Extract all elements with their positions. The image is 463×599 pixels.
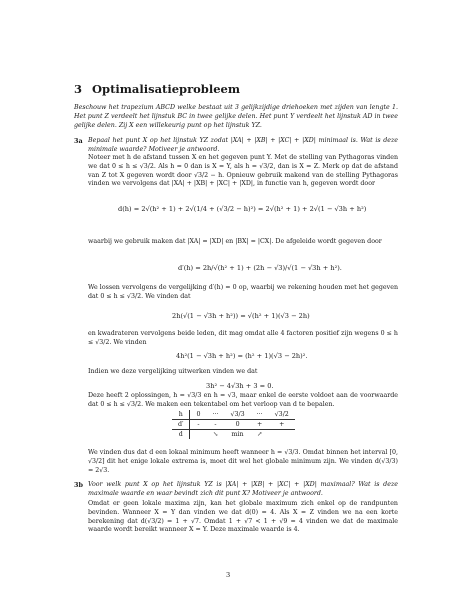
sign-table-cell bbox=[190, 430, 207, 440]
answer-3a-paragraph-5: Indien we deze vergelijking uitwerken vinden we dat bbox=[88, 368, 258, 375]
intro-paragraph: Beschouw het trapezium ABCD welke bestaat uit 3 gelijkzijdige driehoeken met zijden van lengte 1. Het punt Z verdeelt het lijnstuk BC in twee gelijke delen. Het punt Y verdeelt het lijnstuk AD in twee gelijke delen. Zij X een willekeurig punt op het lijnstuk YZ. bbox=[74, 104, 398, 129]
equation-derivative-zero: 2h(√(1 − √3h + h²)) = √(h² + 1)(√3 − 2h) bbox=[172, 312, 310, 320]
sign-table-cell: d bbox=[172, 430, 190, 440]
section-heading bbox=[74, 82, 250, 96]
sign-table-cell: d′ bbox=[172, 420, 190, 430]
equation-derivative: d′(h) = 2h/√(h² + 1) + (2h − √3)/√(1 − √3h + h²). bbox=[178, 264, 342, 272]
question-3a-label: 3a bbox=[74, 137, 83, 145]
section-title: Optimalisatieprobleem bbox=[92, 82, 241, 96]
sign-table-row-h bbox=[172, 410, 295, 420]
sign-table-cell: - bbox=[190, 420, 207, 430]
equation-squared: 4h²(1 − √3h + h²) = (h² + 1)(√3 − 2h)². bbox=[176, 352, 308, 360]
answer-3a-paragraph-2: waarbij we gebruik maken dat |XA| = |XD| en |BX| = |CX|. De afgeleide wordt gegeven door bbox=[88, 238, 382, 245]
sign-table-cell: 0 bbox=[225, 420, 251, 430]
equation-d-h: d(h) = 2√(h² + 1) + 2√(1/4 + (√3/2 − h)²) = 2√(h² + 1) + 2√(1 − √3h + h²) bbox=[118, 205, 367, 213]
answer-3a-paragraph-3: We lossen vervolgens de vergelijking d′(h) = 0 op, waarbij we rekening houden met het gegeven dat 0 ≤ h ≤ √3/2. We vinden dat bbox=[88, 284, 398, 300]
answer-3a-paragraph-1: Noteer met h de afstand tussen X en het gegeven punt Y. Met de stelling van Pythagoras vinden we dat 0 ≤ h ≤ √3/2. Als h = 0 dan is X = Y, als h = √3/2, dan is X = Z. Merk op dat de afstand van Z tot X gegeven wordt door √3/2 − h. Opnieuw gebruik makend van de stelling Pythagoras vinden we vervolgens dat |XA| + |XB| + |XC| + |XD|, in functie van h, gegeven wordt door bbox=[88, 154, 398, 188]
sign-table-row-d bbox=[172, 430, 295, 440]
question-3a-text: Bepaal het punt X op het lijnstuk YZ zodat |XA| + |XB| + |XC| + |XD| minimaal is. Wat is deze minimale waarde? Motiveer je antwoord. bbox=[88, 137, 398, 153]
equation-quadratic: 3h² − 4√3h + 3 = 0. bbox=[206, 382, 274, 390]
sign-table bbox=[172, 410, 295, 439]
sign-table-cell bbox=[269, 430, 295, 440]
answer-3a-paragraph-4: en kwadrateren vervolgens beide leden, dit mag omdat alle 4 factoren positief zijn wegens 0 ≤ h ≤ √3/2. We vinden bbox=[88, 330, 398, 346]
sign-table-cell: h bbox=[172, 410, 190, 420]
sign-table-cell: 0 bbox=[190, 410, 207, 420]
question-3b-label: 3b bbox=[74, 481, 83, 489]
answer-3b-paragraph-1: Omdat er geen lokale maxima zijn, kan het globale maximum zich enkel op de randpunten bevinden. Wanneer X = Y dan vinden we dat d(0) = 4. Als X = Z vinden we na een korte berekening dat d(√3/2) = 1 + √7. Omdat 1 + √7 < 1 + √9 = 4 vinden we dat de maximale waarde wordt bereikt wanneer X = Y. Deze maximale waarde is 4. bbox=[88, 500, 398, 534]
sign-table-cell: ··· bbox=[251, 410, 269, 420]
sign-table-cell: min bbox=[231, 431, 244, 438]
question-3b-text: Voor welk punt X op het lijnstuk YZ is |XA| + |XB| + |XC| + |XD| maximaal? Wat is deze maximale waarde en waar bevindt zich dit punt X? Motiveer je antwoord. bbox=[88, 481, 398, 497]
answer-3a-paragraph-7: We vinden dus dat d een lokaal minimum heeft wanneer h = √3/3. Omdat binnen het interval [0, √3/2] dit het enige lokale extrema is, moet dit wel het globale minimum zijn. We vinden d(√3/3) = 2√3. bbox=[88, 449, 398, 474]
sign-table-cell: ··· bbox=[206, 410, 224, 420]
page-number: 3 bbox=[226, 571, 231, 579]
section-number: 3 bbox=[74, 82, 83, 96]
sign-table-cell: ↘ bbox=[212, 431, 219, 438]
sign-table-cell: ↗ bbox=[257, 431, 263, 438]
sign-table-row-derivative bbox=[172, 420, 295, 430]
sign-table-cell: - bbox=[206, 420, 224, 430]
sign-table-cell: + bbox=[251, 420, 269, 430]
sign-table-cell: √3/3 bbox=[225, 410, 251, 420]
answer-3a-paragraph-6: Deze heeft 2 oplossingen, h = √3/3 en h = √3, maar enkel de eerste voldoet aan de voorwaarde dat 0 ≤ h ≤ √3/2. We maken een tekentabel om het verloop van d te bepalen. bbox=[88, 392, 398, 408]
sign-table-cell: + bbox=[269, 420, 295, 430]
sign-table-cell: √3/2 bbox=[269, 410, 295, 420]
